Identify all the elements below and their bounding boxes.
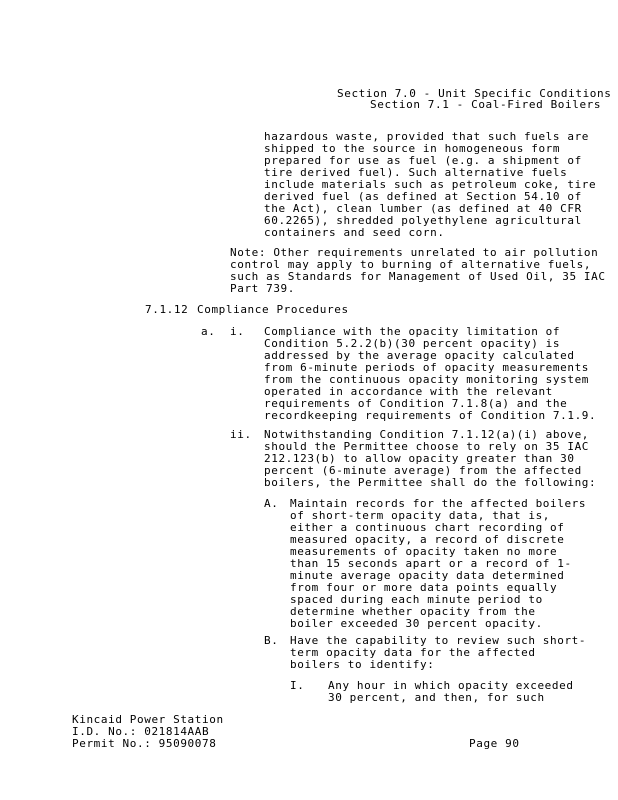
- text-line: than 15 seconds apart or a record of 1-: [290, 557, 572, 570]
- footer-info: [72, 714, 224, 750]
- text-line: Compliance with the opacity limitation of: [264, 325, 561, 338]
- note-line: control may apply to burning of alternative fuels,: [230, 258, 592, 271]
- text-line: from four or more data points equally: [290, 581, 558, 594]
- text-line: boilers, the Permittee shall do the following:: [264, 476, 597, 489]
- item-I-label: I.: [290, 679, 305, 692]
- text-line: from the continuous opacity monitoring system: [264, 373, 590, 386]
- text-line: determine whether opacity from the: [290, 605, 536, 618]
- text-line: the Act), clean lumber (as defined at 40 CFR: [264, 202, 582, 215]
- header-section: Section 7.0 - Unit Specific Conditions: [337, 87, 612, 100]
- text-line: term opacity data for the affected: [290, 646, 536, 659]
- text-line: percent (6-minute average) from the affected: [264, 464, 582, 477]
- text-line: requirements of Condition 7.1.8(a) and the: [264, 397, 568, 410]
- text-line: should the Permittee choose to rely on 35 IAC: [264, 440, 590, 453]
- text-line: prepared for use as fuel (e.g. a shipment of: [264, 154, 582, 167]
- footer-id: I.D. No.: 021814AAB: [72, 725, 210, 738]
- item-B-label: B.: [264, 634, 279, 647]
- text-line: either a continuous chart recording of: [290, 521, 565, 534]
- text-line: measurements of opacity taken no more: [290, 545, 558, 558]
- text-line: containers and seed corn.: [264, 226, 445, 239]
- note-paragraph: [230, 247, 606, 295]
- text-line: Any hour in which opacity exceeded: [328, 679, 574, 692]
- section-title: Compliance Procedures: [197, 303, 349, 316]
- section-number: 7.1.12: [145, 303, 189, 316]
- text-line: 212.123(b) to allow opacity greater than 30: [264, 452, 575, 465]
- text-line: from 6-minute periods of opacity measurements: [264, 361, 590, 374]
- text-line: tire derived fuel). Such alternative fuels: [264, 166, 568, 179]
- text-line: shipped to the source in homogeneous form: [264, 142, 561, 155]
- text-line: include materials such as petroleum coke, tire: [264, 178, 597, 191]
- footer-station: Kincaid Power Station: [72, 713, 224, 726]
- item-A-label: A.: [264, 497, 279, 510]
- text-line: recordkeeping requirements of Condition 7.1.9.: [264, 409, 597, 422]
- item-ii-text: [264, 429, 596, 489]
- paragraph-hazardous-waste: [264, 131, 596, 239]
- text-line: operated in accordance with the relevant: [264, 385, 553, 398]
- text-line: Notwithstanding Condition 7.1.12(a)(i) above,: [264, 428, 590, 441]
- item-a-label: a.: [201, 325, 216, 338]
- text-line: measured opacity, a record of discrete: [290, 533, 565, 546]
- text-line: spaced during each minute period to: [290, 593, 543, 606]
- text-line: 30 percent, and then, for such: [328, 691, 545, 704]
- header-subsection: Section 7.1 - Coal-Fired Boilers: [370, 98, 602, 111]
- note-line: Note: Other requirements unrelated to air pollution: [230, 246, 599, 259]
- item-ii-label: ii.: [230, 428, 252, 441]
- item-B-text: [290, 635, 586, 671]
- item-A-text: [290, 498, 586, 630]
- text-line: hazardous waste, provided that such fuels are: [264, 130, 590, 143]
- text-line: Maintain records for the affected boilers: [290, 497, 587, 510]
- text-line: boilers to identify:: [290, 658, 435, 671]
- text-line: Have the capability to review such short-: [290, 634, 587, 647]
- page-number: Page 90: [469, 737, 520, 750]
- text-line: derived fuel (as defined at Section 54.10 of: [264, 190, 582, 203]
- text-line: minute average opacity data determined: [290, 569, 565, 582]
- note-line: Part 739.: [230, 282, 296, 295]
- text-line: addressed by the average opacity calculated: [264, 349, 575, 362]
- note-line: such as Standards for Management of Used Oil, 35 IAC: [230, 270, 606, 283]
- footer-permit: Permit No.: 95090078: [72, 737, 217, 750]
- item-a-i-text: [264, 326, 596, 422]
- text-line: of short-term opacity data, that is,: [290, 509, 551, 522]
- item-I-text: [328, 680, 574, 704]
- item-i-label: i.: [230, 325, 245, 338]
- text-line: Condition 5.2.2(b)(30 percent opacity) is: [264, 337, 561, 350]
- text-line: 60.2265), shredded polyethylene agricultural: [264, 214, 582, 227]
- text-line: boiler exceeded 30 percent opacity.: [290, 617, 543, 630]
